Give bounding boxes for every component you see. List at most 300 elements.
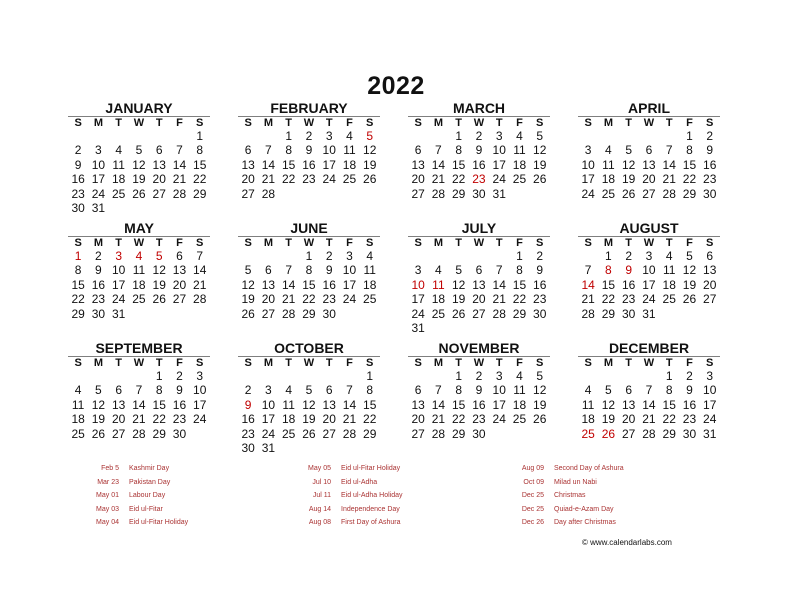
day-cell: 14 — [431, 397, 446, 412]
weekday-label: T — [325, 117, 333, 129]
week-row — [408, 187, 550, 201]
day-cell: 13 — [411, 157, 425, 172]
day-cell: 15 — [363, 397, 377, 412]
day-cell: 27 — [642, 186, 656, 201]
week-row — [578, 427, 720, 441]
day-cell: 1 — [516, 249, 523, 263]
day-cell — [238, 129, 258, 143]
weekday-label: S — [244, 117, 252, 129]
day-cell: 11 — [282, 397, 295, 412]
weekday-label: S — [414, 117, 422, 129]
weekday-label: T — [325, 357, 333, 369]
day-cell: 13 — [322, 397, 336, 412]
day-cell: 22 — [451, 412, 466, 427]
day-cell: 23 — [241, 426, 255, 441]
weekday-label: S — [414, 237, 422, 249]
day-cell: 20 — [472, 292, 486, 307]
day-cell: 31 — [261, 440, 276, 455]
day-cell: 25 — [601, 186, 616, 201]
week-row — [408, 278, 550, 292]
holiday-item — [84, 476, 188, 490]
holiday-name: Eid ul-Adha — [341, 478, 378, 486]
day-cell — [129, 307, 149, 321]
weekday-label: F — [176, 117, 183, 129]
day-cell: 20 — [703, 277, 717, 292]
month-name: OCTOBER — [274, 340, 344, 356]
day-cell: 9 — [475, 383, 483, 398]
day-cell — [408, 369, 428, 383]
day-cell: 19 — [132, 172, 146, 187]
day-cell: 5 — [305, 383, 313, 398]
day-cell: 19 — [363, 157, 377, 172]
day-cell: 15 — [682, 157, 697, 172]
day-cell — [700, 307, 720, 321]
day-cell: 14 — [281, 277, 296, 292]
day-cell: 1 — [196, 129, 204, 143]
day-cell: 5 — [95, 383, 102, 398]
day-cell: 4 — [516, 369, 523, 383]
day-cell: 12 — [91, 397, 106, 412]
day-cell: 2 — [625, 249, 632, 263]
day-cell: 16 — [533, 277, 547, 292]
day-cell: 30 — [703, 186, 717, 201]
day-cell: 28 — [431, 426, 446, 441]
day-cell: 26 — [132, 186, 146, 201]
day-cell: 18 — [601, 172, 616, 187]
weekday-label: F — [516, 117, 523, 129]
day-cell: 9 — [706, 143, 714, 158]
month-april — [578, 100, 720, 201]
holiday-date: Mar 23 — [97, 478, 119, 486]
week-row — [578, 143, 720, 157]
week-row — [408, 412, 550, 426]
day-cell: 15 — [152, 397, 166, 412]
week-row — [68, 143, 210, 157]
day-cell: 19 — [152, 277, 166, 292]
week-row — [238, 441, 380, 455]
day-cell: 25 — [342, 172, 357, 187]
day-cell: 31 — [91, 200, 106, 215]
day-cell — [279, 369, 299, 383]
day-cell: 27 — [703, 292, 717, 307]
weekday-header — [408, 236, 550, 249]
day-cell: 4 — [605, 143, 612, 158]
weekday-label: T — [285, 117, 293, 129]
day-cell — [530, 187, 550, 201]
week-row — [68, 369, 210, 383]
weekday-label: M — [93, 357, 103, 369]
day-cell: 5 — [135, 143, 143, 158]
day-cell: 15 — [302, 277, 316, 292]
day-cell: 22 — [152, 412, 166, 427]
day-cell: 8 — [74, 263, 82, 278]
day-cell: 19 — [91, 412, 106, 427]
day-cell — [530, 321, 550, 335]
holiday-column — [296, 462, 402, 530]
week-row — [578, 383, 720, 397]
day-cell: 20 — [152, 172, 166, 187]
day-cell: 16 — [91, 277, 106, 292]
day-cell — [659, 129, 679, 143]
weekday-label: T — [625, 237, 633, 249]
day-cell: 23 — [302, 172, 316, 187]
weekday-label: T — [665, 237, 673, 249]
day-cell: 17 — [342, 277, 357, 292]
day-cell — [639, 129, 659, 143]
day-cell: 9 — [305, 143, 313, 158]
week-row — [238, 187, 380, 201]
day-cell: 10 — [642, 263, 656, 278]
day-cell: 23 — [472, 172, 486, 187]
day-cell — [169, 129, 189, 143]
day-cell: 1 — [455, 369, 462, 383]
week-row — [68, 158, 210, 172]
day-cell: 2 — [176, 369, 183, 383]
day-cell: 21 — [342, 412, 357, 427]
month-name: NOVEMBER — [438, 340, 520, 356]
day-cell: 11 — [132, 263, 146, 278]
day-cell: 2 — [74, 143, 82, 158]
day-cell: 3 — [414, 263, 422, 278]
weekday-header — [68, 116, 210, 129]
week-row — [238, 369, 380, 383]
weekday-label: T — [625, 117, 633, 129]
week-row — [578, 263, 720, 277]
day-cell: 30 — [472, 186, 486, 201]
week-row — [408, 321, 550, 335]
day-cell: 23 — [682, 412, 697, 427]
day-cell — [169, 307, 189, 321]
day-cell: 18 — [111, 172, 126, 187]
day-cell: 26 — [363, 172, 377, 187]
day-cell: 2 — [475, 129, 483, 143]
day-cell: 21 — [193, 277, 207, 292]
day-cell — [339, 307, 359, 321]
day-cell — [319, 187, 339, 201]
day-cell: 25 — [512, 172, 527, 187]
day-cell: 4 — [346, 129, 353, 143]
day-cell: 13 — [411, 397, 425, 412]
day-cell: 5 — [244, 263, 252, 278]
day-cell: 7 — [435, 143, 442, 158]
holiday-name: Quiad-e-Azam Day — [554, 505, 614, 513]
day-cell — [299, 187, 319, 201]
day-cell: 30 — [91, 306, 106, 321]
day-cell: 27 — [241, 186, 255, 201]
day-cell — [530, 427, 550, 441]
holiday-name: Kashmir Day — [129, 465, 170, 472]
weekday-label: S — [536, 117, 544, 129]
day-cell: 18 — [132, 277, 146, 292]
day-cell: 3 — [495, 369, 503, 383]
day-cell — [578, 129, 598, 143]
weekday-label: F — [686, 357, 693, 369]
day-cell: 19 — [533, 397, 547, 412]
week-row — [238, 427, 380, 441]
day-cell — [68, 129, 88, 143]
holiday-item — [508, 516, 624, 530]
day-cell: 20 — [241, 172, 255, 187]
holiday-date: Oct 09 — [523, 478, 544, 486]
day-cell — [428, 321, 448, 335]
weekday-label: T — [665, 117, 673, 129]
day-cell: 23 — [703, 172, 717, 187]
day-cell: 22 — [281, 172, 296, 187]
day-cell: 26 — [682, 292, 697, 307]
weekday-label: M — [603, 237, 613, 249]
day-cell: 14 — [342, 397, 357, 412]
holiday-name: Eid ul-Fitar — [129, 505, 163, 513]
day-cell: 14 — [132, 397, 146, 412]
day-cell: 17 — [703, 397, 717, 412]
day-cell: 22 — [71, 292, 85, 307]
holiday-item — [508, 462, 624, 476]
day-cell: 27 — [621, 426, 636, 441]
week-row — [408, 172, 550, 186]
holiday-date: Dec 26 — [521, 519, 544, 526]
day-cell: 28 — [132, 426, 146, 441]
day-cell: 19 — [302, 412, 316, 427]
weekday-label: F — [346, 237, 353, 249]
day-cell: 12 — [132, 157, 146, 172]
day-cell: 28 — [492, 306, 506, 321]
day-cell: 7 — [584, 263, 592, 278]
day-cell: 1 — [605, 249, 612, 263]
day-cell: 7 — [645, 383, 653, 398]
day-cell — [659, 307, 679, 321]
day-cell: 7 — [176, 143, 183, 158]
week-row — [68, 172, 210, 186]
weekday-label: M — [93, 117, 103, 129]
day-cell: 12 — [682, 263, 697, 278]
day-cell: 1 — [366, 369, 374, 383]
day-cell: 8 — [665, 383, 673, 398]
day-cell — [319, 441, 339, 455]
day-cell: 8 — [686, 143, 693, 158]
day-cell: 5 — [686, 249, 693, 263]
holiday-name: Second Day of Ashura — [554, 465, 624, 472]
day-cell: 5 — [366, 129, 374, 143]
holiday-item — [508, 489, 624, 503]
day-cell: 18 — [363, 277, 377, 292]
holiday-date: Feb 5 — [101, 465, 119, 472]
day-cell: 6 — [475, 263, 483, 278]
weekday-label: S — [196, 357, 204, 369]
day-cell: 25 — [281, 426, 296, 441]
weekday-label: T — [455, 357, 463, 369]
holiday-item — [84, 516, 188, 530]
day-cell: 31 — [411, 320, 425, 335]
day-cell: 7 — [665, 143, 673, 158]
day-cell: 28 — [662, 186, 676, 201]
weekday-label: T — [155, 117, 163, 129]
day-cell: 4 — [665, 249, 673, 263]
day-cell: 13 — [172, 263, 187, 278]
day-cell: 12 — [363, 143, 377, 158]
day-cell: 1 — [285, 129, 292, 143]
day-cell: 3 — [325, 129, 333, 143]
weekday-label: S — [536, 357, 544, 369]
day-cell: 21 — [581, 292, 595, 307]
day-cell: 24 — [581, 186, 595, 201]
weekday-label: F — [686, 237, 693, 249]
month-january — [68, 100, 210, 215]
day-cell: 8 — [155, 383, 163, 398]
weekday-header — [238, 116, 380, 129]
weekday-label: M — [433, 237, 443, 249]
holiday-name: Eid ul-Adha Holiday — [341, 492, 403, 499]
day-cell: 12 — [152, 263, 166, 278]
day-cell: 15 — [451, 157, 466, 172]
day-cell: 4 — [115, 143, 122, 158]
week-row — [238, 158, 380, 172]
day-cell: 16 — [703, 157, 717, 172]
day-cell: 13 — [472, 277, 486, 292]
day-cell: 23 — [621, 292, 636, 307]
day-cell: 2 — [475, 369, 483, 383]
holiday-date: Dec 25 — [521, 492, 544, 499]
day-cell: 26 — [451, 306, 466, 321]
holiday-date: Dec 25 — [521, 505, 544, 513]
holiday-item — [296, 503, 402, 517]
day-cell — [598, 369, 618, 383]
day-cell: 17 — [642, 277, 656, 292]
holiday-item — [84, 503, 188, 517]
day-cell: 1 — [305, 249, 313, 263]
holiday-item — [296, 516, 402, 530]
weekday-header — [68, 236, 210, 249]
weekday-label: S — [244, 237, 252, 249]
week-row — [408, 369, 550, 383]
day-cell: 28 — [261, 186, 276, 201]
day-cell: 17 — [322, 157, 336, 172]
day-cell: 27 — [111, 426, 126, 441]
day-cell — [129, 201, 149, 215]
weekday-label: M — [603, 117, 613, 129]
day-cell: 23 — [472, 412, 486, 427]
day-cell: 11 — [343, 143, 356, 158]
weekday-label: S — [584, 117, 592, 129]
day-cell — [619, 129, 639, 143]
day-cell: 17 — [581, 172, 595, 187]
day-cell: 21 — [132, 412, 146, 427]
day-cell: 27 — [152, 186, 166, 201]
day-cell — [509, 321, 529, 335]
day-cell — [88, 369, 108, 383]
day-cell: 9 — [625, 263, 632, 278]
day-cell: 28 — [642, 426, 656, 441]
day-cell: 20 — [411, 172, 425, 187]
holiday-name: Milad un Nabi — [554, 478, 597, 486]
day-cell: 22 — [363, 412, 377, 427]
week-row — [68, 427, 210, 441]
day-cell — [449, 249, 469, 263]
day-cell: 2 — [95, 249, 102, 263]
day-cell: 21 — [431, 412, 446, 427]
weekday-header — [238, 356, 380, 369]
day-cell: 1 — [155, 369, 163, 383]
day-cell: 25 — [512, 412, 527, 427]
day-cell: 26 — [302, 426, 316, 441]
day-cell — [149, 307, 169, 321]
day-cell — [428, 369, 448, 383]
weekday-header — [578, 356, 720, 369]
day-cell: 10 — [703, 383, 717, 398]
month-august — [578, 220, 720, 321]
day-cell: 5 — [455, 263, 462, 278]
holiday-date: May 01 — [96, 492, 119, 499]
day-cell: 29 — [601, 306, 616, 321]
day-cell: 10 — [261, 397, 276, 412]
holiday-name: Pakistan Day — [129, 478, 171, 486]
weekday-label: M — [433, 357, 443, 369]
weekday-label: F — [176, 237, 183, 249]
day-cell — [190, 307, 210, 321]
day-cell: 10 — [111, 263, 126, 278]
day-cell: 13 — [111, 397, 126, 412]
day-cell: 21 — [431, 172, 446, 187]
week-row — [68, 201, 210, 215]
credit-text: © www.calendarlabs.com — [582, 538, 672, 547]
day-cell: 15 — [71, 277, 85, 292]
day-cell: 10 — [322, 143, 336, 158]
day-cell: 20 — [322, 412, 336, 427]
day-cell: 25 — [581, 426, 595, 441]
day-cell: 22 — [451, 172, 466, 187]
weekday-label: S — [196, 117, 204, 129]
day-cell — [299, 441, 319, 455]
weekday-label: S — [196, 237, 204, 249]
day-cell — [598, 129, 618, 143]
weekday-label: W — [303, 117, 315, 129]
week-row — [578, 398, 720, 412]
week-row — [68, 278, 210, 292]
weekday-label: W — [133, 117, 145, 129]
day-cell: 4 — [366, 249, 374, 263]
day-cell: 13 — [261, 277, 276, 292]
day-cell — [238, 369, 258, 383]
day-cell — [408, 249, 428, 263]
day-cell: 7 — [435, 383, 442, 398]
day-cell: 4 — [435, 263, 442, 278]
day-cell: 8 — [196, 143, 204, 158]
day-cell — [258, 249, 278, 263]
day-cell: 19 — [451, 292, 466, 307]
week-row — [578, 249, 720, 263]
week-row — [238, 278, 380, 292]
day-cell: 24 — [411, 306, 425, 321]
holiday-item — [296, 462, 402, 476]
day-cell: 2 — [686, 369, 693, 383]
day-cell: 13 — [241, 157, 255, 172]
day-cell: 29 — [193, 186, 207, 201]
day-cell: 9 — [95, 263, 102, 278]
weekday-label: T — [455, 237, 463, 249]
weekday-label: T — [325, 237, 333, 249]
day-cell: 29 — [451, 426, 466, 441]
day-cell — [319, 369, 339, 383]
weekday-label: S — [74, 357, 82, 369]
day-cell: 10 — [492, 143, 506, 158]
day-cell: 30 — [71, 200, 85, 215]
week-row — [578, 278, 720, 292]
day-cell: 11 — [513, 383, 526, 398]
day-cell: 16 — [71, 172, 85, 187]
day-cell: 31 — [642, 306, 656, 321]
week-row — [408, 263, 550, 277]
day-cell: 3 — [265, 383, 272, 398]
month-name: MAY — [124, 220, 154, 236]
